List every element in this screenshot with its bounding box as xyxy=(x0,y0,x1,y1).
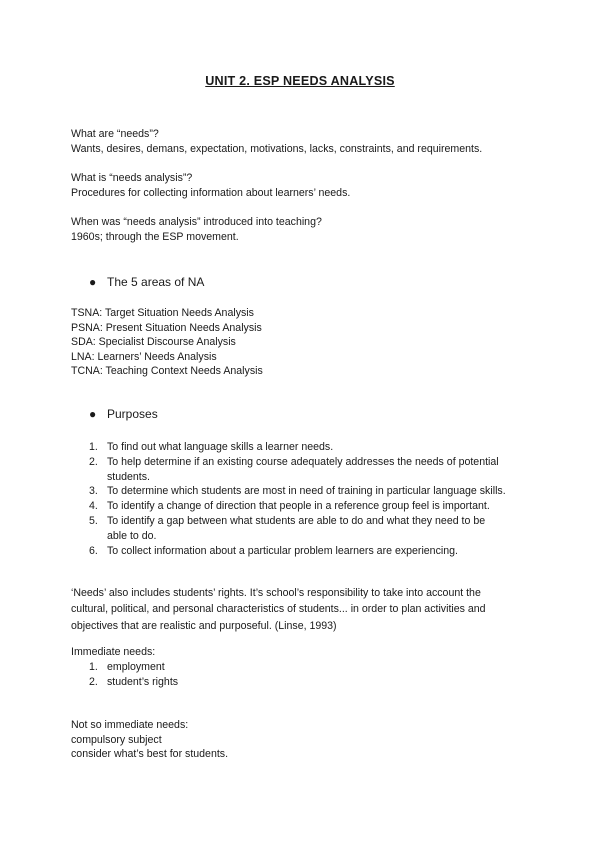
list-number: 3. xyxy=(89,485,98,498)
question-text: When was “needs analysis” introduced into teaching? xyxy=(71,216,322,228)
paragraph-line: ‘Needs’ also includes students’ rights. It’s school’s responsibility to take into account the xyxy=(71,587,481,599)
list-item-text: To find out what language skills a learner needs. xyxy=(107,441,334,453)
qa-block-needs-analysis xyxy=(71,171,551,200)
list-item: PSNA: Present Situation Needs Analysis xyxy=(71,321,262,334)
paragraph-line: cultural, political, and personal characteristics of students... in order to plan activities and xyxy=(71,603,486,616)
immediate-needs-heading xyxy=(71,645,551,660)
answer-text: 1960s; through the ESP movement. xyxy=(71,230,239,243)
question-text: What are “needs”? xyxy=(71,128,159,140)
paragraph-line: compulsory subject xyxy=(71,733,162,746)
list-item xyxy=(89,440,539,455)
paragraph-line: objectives that are realistic and purposeful. (Linse, 1993) xyxy=(71,619,337,632)
purposes-heading-label: Purposes xyxy=(107,407,158,421)
list-item xyxy=(89,499,539,514)
immediate-needs-list xyxy=(89,660,389,691)
list-number: 2. xyxy=(89,676,98,689)
answer-text: Wants, desires, demans, expectation, motivations, lacks, constraints, and requirements. xyxy=(71,142,483,155)
list-number: 1. xyxy=(89,441,98,453)
list-item-text: To help determine if an existing course adequately addresses the needs of potential xyxy=(107,455,499,468)
qa-block-introduced xyxy=(71,215,551,244)
qa-block-needs xyxy=(71,127,551,156)
paragraph-line: consider what’s best for students. xyxy=(71,748,229,761)
bullet-icon: ● xyxy=(89,407,97,421)
list-item-text: To determine which students are most in need of training in particular language skills. xyxy=(107,485,506,498)
answer-text: Procedures for collecting information about learners’ needs. xyxy=(71,186,351,199)
list-item-text: able to do. xyxy=(107,529,157,542)
list-item-text: To collect information about a particular problem learners are experiencing. xyxy=(107,544,458,557)
list-item xyxy=(89,514,539,544)
list-item: TCNA: Teaching Context Needs Analysis xyxy=(71,365,263,378)
list-item xyxy=(89,675,389,690)
areas-list xyxy=(71,306,551,379)
list-item: TSNA: Target Situation Needs Analysis xyxy=(71,307,254,319)
list-item-text: To identify a gap between what students are able to do and what they need to be xyxy=(107,514,486,527)
list-item-text: To identify a change of direction that people in a reference group feel is important. xyxy=(107,500,490,513)
list-number: 4. xyxy=(89,500,98,513)
list-item xyxy=(89,484,539,499)
question-text: What is “needs analysis”? xyxy=(71,172,193,184)
list-item-text: students. xyxy=(107,470,150,483)
list-item: SDA: Specialist Discourse Analysis xyxy=(71,336,236,349)
list-number: 6. xyxy=(89,544,98,557)
areas-heading-label: The 5 areas of NA xyxy=(107,275,205,289)
list-item: LNA: Learners’ Needs Analysis xyxy=(71,350,217,363)
list-item xyxy=(89,660,389,675)
list-item-text: student’s rights xyxy=(107,676,179,689)
list-item xyxy=(89,544,539,559)
areas-heading xyxy=(89,274,204,290)
purposes-heading xyxy=(89,406,158,422)
list-item xyxy=(89,455,539,485)
page-title: UNIT 2. ESP NEEDS ANALYSIS xyxy=(205,74,395,88)
quote-paragraph xyxy=(71,585,551,634)
list-number: 5. xyxy=(89,514,98,527)
bullet-icon: ● xyxy=(89,275,97,289)
section-label: Not so immediate needs: xyxy=(71,719,189,731)
purposes-list xyxy=(89,440,539,558)
not-immediate-needs xyxy=(71,718,551,762)
list-item-text: employment xyxy=(107,661,165,673)
list-number: 1. xyxy=(89,661,98,673)
section-label: Immediate needs: xyxy=(71,646,156,658)
list-number: 2. xyxy=(89,455,98,468)
